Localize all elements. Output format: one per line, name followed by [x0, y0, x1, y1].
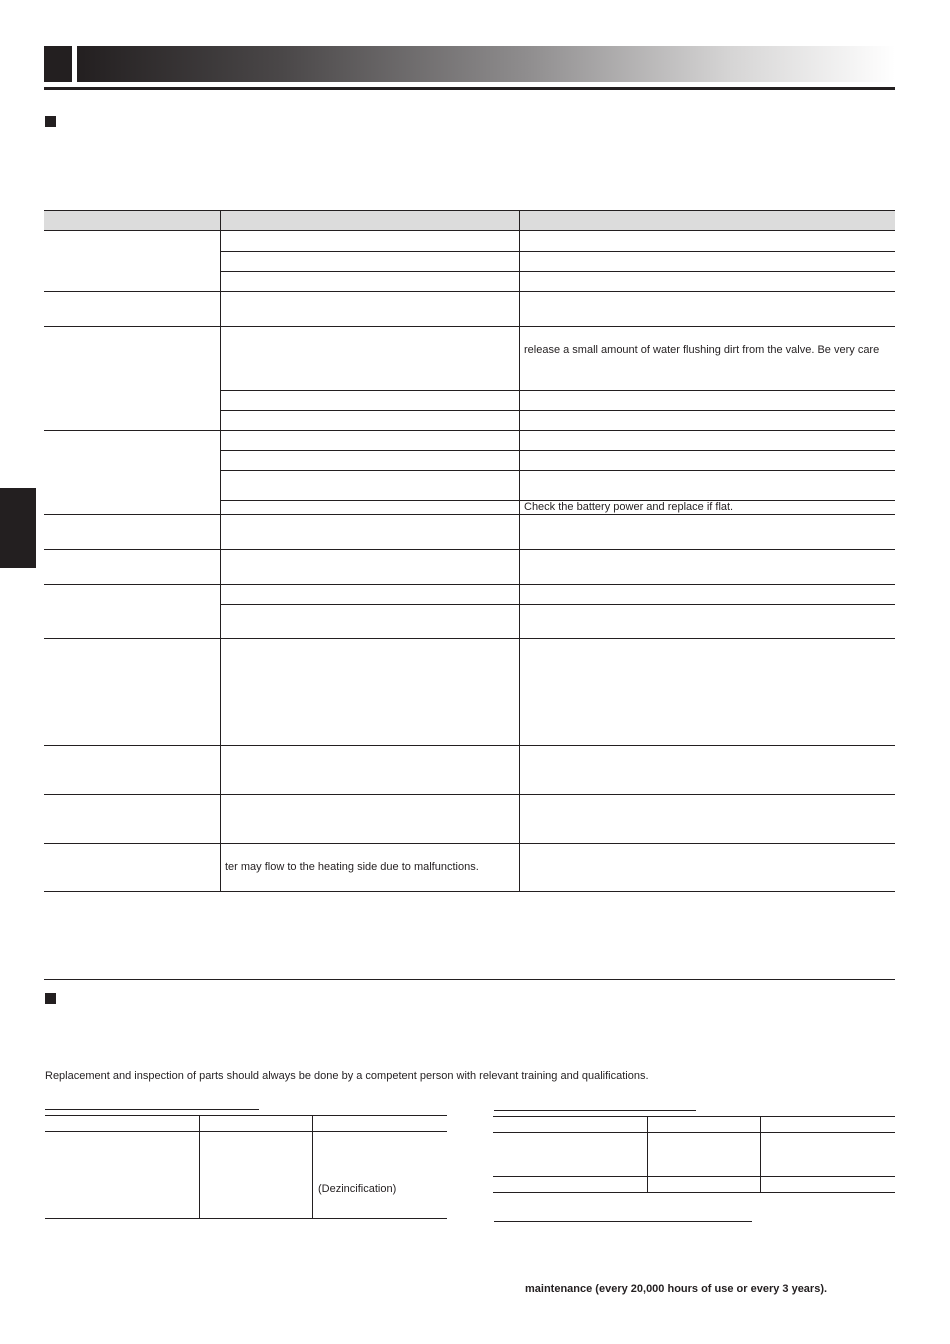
- right-table-title-underline: [494, 1110, 696, 1111]
- section-separator: [44, 979, 895, 980]
- group-separator: [44, 794, 895, 795]
- group-separator: [44, 843, 895, 844]
- section-title-band: [77, 46, 895, 82]
- row-separator: [220, 604, 895, 605]
- section-bullet-1: [45, 116, 56, 127]
- remedy-cell: release a small amount of water flushing dirt from the valve. Be very care: [524, 344, 880, 356]
- row-separator: [220, 251, 895, 252]
- table-top-rule: [493, 1116, 895, 1117]
- row-separator: [220, 470, 895, 471]
- group-separator: [44, 638, 895, 639]
- section-bullet-2: [45, 993, 56, 1004]
- table-bottom-rule: [45, 1218, 447, 1219]
- header-rule: [44, 87, 895, 90]
- parts-intro-text: Replacement and inspection of parts should always be done by a competent person with relevant training and qualifications.: [45, 1070, 649, 1082]
- column-divider: [647, 1116, 648, 1192]
- column-divider: [519, 210, 520, 892]
- row-separator: [220, 450, 895, 451]
- troubleshooting-table: [44, 210, 895, 892]
- cause-cell: ter may flow to the heating side due to malfunctions.: [225, 861, 479, 873]
- table-header-rule: [493, 1132, 895, 1133]
- section-number-block: [44, 46, 72, 82]
- group-separator: [44, 514, 895, 515]
- row-separator: [220, 410, 895, 411]
- right-subtitle-underline: [494, 1221, 752, 1222]
- table-header-row: [44, 210, 895, 231]
- group-separator: [44, 549, 895, 550]
- group-separator: [44, 745, 895, 746]
- table-bottom-rule: [44, 891, 895, 892]
- table-top-rule: [45, 1115, 447, 1116]
- column-divider: [199, 1115, 200, 1218]
- right-parts-table: [493, 1116, 895, 1193]
- table-bottom-rule: [493, 1192, 895, 1193]
- left-table-title-underline: [45, 1109, 259, 1110]
- group-separator: [44, 584, 895, 585]
- group-separator: [44, 430, 895, 431]
- group-separator: [44, 291, 895, 292]
- left-parts-table: [45, 1115, 447, 1219]
- group-separator: [44, 326, 895, 327]
- column-divider: [220, 210, 221, 892]
- row-separator: [220, 271, 895, 272]
- chapter-side-tab: [0, 488, 36, 568]
- column-divider: [312, 1115, 313, 1218]
- remedy-cell: Check the battery power and replace if flat.: [524, 501, 734, 513]
- maintenance-note: maintenance (every 20,000 hours of use or every 3 years).: [525, 1283, 828, 1295]
- table-header-rule: [45, 1131, 447, 1132]
- column-divider: [760, 1116, 761, 1192]
- group-separator: [220, 390, 895, 391]
- row-separator: [493, 1176, 895, 1177]
- left-table-note: (Dezincification): [318, 1183, 397, 1195]
